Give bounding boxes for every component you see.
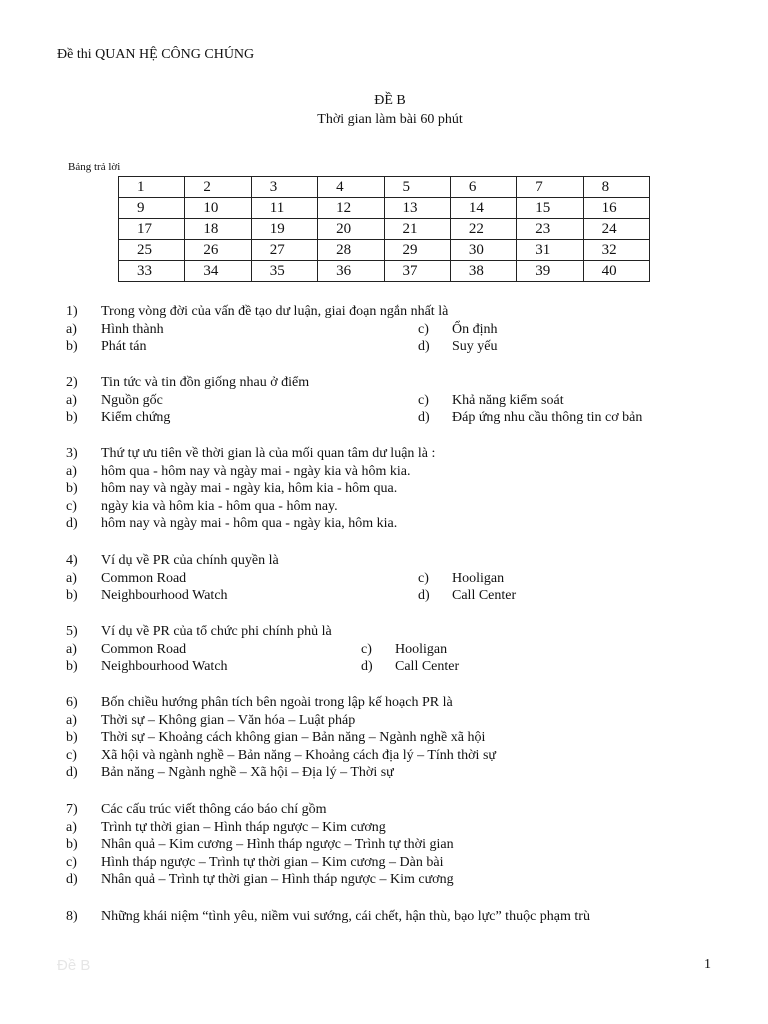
question-number: 5) <box>66 624 78 639</box>
answer-cell: 13 <box>384 198 450 219</box>
answer-cell: 6 <box>450 177 516 198</box>
question-4 <box>66 552 746 605</box>
answer-cell: 18 <box>185 219 251 240</box>
question-number: 3) <box>66 446 78 461</box>
option-letter: b) <box>66 410 78 426</box>
option-letter: d) <box>418 339 430 355</box>
answer-cell: 9 <box>119 198 185 219</box>
answer-sheet-row <box>119 240 650 261</box>
question-number: 4) <box>66 553 78 568</box>
answer-cell: 25 <box>119 240 185 261</box>
option-letter: a) <box>66 712 77 728</box>
option-text: Khả năng kiểm soát <box>452 392 564 408</box>
answer-cell: 28 <box>318 240 384 261</box>
answer-cell: 30 <box>450 240 516 261</box>
option-text: Hình tháp ngược – Trình tự thời gian – Kim cương – Dàn bài <box>101 854 444 870</box>
answer-cell: 15 <box>517 198 583 219</box>
answer-cell: 22 <box>450 219 516 240</box>
option-text: Thời sự – Khoảng cách không gian – Bản năng – Ngành nghề xã hội <box>101 730 486 746</box>
option-letter: d) <box>418 588 430 604</box>
option-letter: c) <box>418 321 429 337</box>
question-text: Trong vòng đời của vấn đề tạo dư luận, giai đoạn ngắn nhất là <box>101 304 449 319</box>
footer-watermark: Đề B <box>57 957 91 974</box>
question-number: 6) <box>66 695 78 710</box>
option-letter: b) <box>66 481 78 497</box>
option-text: Hooligan <box>452 570 505 586</box>
option-text: Kiểm chứng <box>101 410 171 426</box>
question-text: Bốn chiều hướng phân tích bên ngoài trong lập kế hoạch PR là <box>101 695 453 710</box>
answer-sheet-row <box>119 198 650 219</box>
option-text: Hình thành <box>101 321 164 337</box>
option-letter: d) <box>418 410 430 426</box>
answer-cell: 7 <box>517 177 583 198</box>
option-letter: a) <box>66 570 77 586</box>
option-letter: d) <box>66 516 78 532</box>
answer-sheet-table <box>118 176 650 282</box>
answer-cell: 19 <box>251 219 317 240</box>
question-3 <box>66 445 746 533</box>
answer-cell: 8 <box>583 177 649 198</box>
question-text: Ví dụ về PR của tổ chức phi chính phủ là <box>101 624 332 639</box>
answer-sheet-label: Bảng trả lời <box>68 161 121 173</box>
answer-cell: 16 <box>583 198 649 219</box>
option-text: Trình tự thời gian – Hình tháp ngược – Kim cương <box>101 819 386 835</box>
option-letter: d) <box>361 659 373 675</box>
answer-cell: 33 <box>119 261 185 282</box>
option-text: hôm nay và ngày mai - hôm qua - ngày kia, hôm kia. <box>101 516 398 532</box>
answer-cell: 35 <box>251 261 317 282</box>
question-text: Tin tức và tin đồn giống nhau ở điểm <box>101 375 310 390</box>
option-text: Hooligan <box>395 641 448 657</box>
option-letter: d) <box>66 765 78 781</box>
option-text: ngày kia và hôm kia - hôm qua - hôm nay. <box>101 498 338 514</box>
answer-cell: 31 <box>517 240 583 261</box>
option-text: Suy yếu <box>452 339 498 355</box>
question-number: 2) <box>66 375 78 390</box>
answer-cell: 34 <box>185 261 251 282</box>
answer-cell: 24 <box>583 219 649 240</box>
question-text: Thứ tự ưu tiên về thời gian là của mối quan tâm dư luận là : <box>101 446 436 461</box>
answer-cell: 11 <box>251 198 317 219</box>
option-letter: c) <box>66 854 77 870</box>
answer-cell: 4 <box>318 177 384 198</box>
answer-sheet-row <box>119 261 650 282</box>
answer-cell: 1 <box>119 177 185 198</box>
time-limit: Thời gian làm bài 60 phút <box>317 112 463 127</box>
answer-cell: 36 <box>318 261 384 282</box>
option-letter: a) <box>66 463 77 479</box>
question-text: Những khái niệm “tình yêu, niềm vui sướng, cái chết, hận thù, bạo lực” thuộc phạm trù <box>101 909 590 924</box>
answer-cell: 17 <box>119 219 185 240</box>
option-text: hôm qua - hôm nay và ngày mai - ngày kia và hôm kia. <box>101 463 411 479</box>
exam-code: ĐỀ B <box>374 93 406 108</box>
option-text: Bản năng – Ngành nghề – Xã hội – Địa lý – Thời sự <box>101 765 394 781</box>
answer-cell: 14 <box>450 198 516 219</box>
option-letter: b) <box>66 730 78 746</box>
answer-cell: 23 <box>517 219 583 240</box>
option-letter: c) <box>418 570 429 586</box>
answer-cell: 5 <box>384 177 450 198</box>
option-text: Đáp ứng nhu cầu thông tin cơ bản <box>452 410 643 426</box>
option-letter: a) <box>66 321 77 337</box>
answer-cell: 12 <box>318 198 384 219</box>
page-number: 1 <box>704 957 711 972</box>
answer-cell: 21 <box>384 219 450 240</box>
answer-cell: 29 <box>384 240 450 261</box>
option-text: Common Road <box>101 641 187 657</box>
answer-cell: 20 <box>318 219 384 240</box>
option-text: Thời sự – Không gian – Văn hóa – Luật pháp <box>101 712 356 728</box>
option-letter: c) <box>418 392 429 408</box>
answer-cell: 2 <box>185 177 251 198</box>
option-text: Xã hội và ngành nghề – Bản năng – Khoảng cách địa lý – Tính thời sự <box>101 747 496 763</box>
answer-cell: 26 <box>185 240 251 261</box>
option-text: Nguồn gốc <box>101 392 163 408</box>
option-text: Common Road <box>101 570 187 586</box>
answer-sheet-row <box>119 219 650 240</box>
question-number: 1) <box>66 304 78 319</box>
question-8 <box>66 908 746 926</box>
option-text: Call Center <box>395 659 460 675</box>
option-text: Neighbourhood Watch <box>101 659 228 675</box>
option-text: Nhân quả – Kim cương – Hình tháp ngược – Trình tự thời gian <box>101 837 454 853</box>
option-letter: a) <box>66 392 77 408</box>
option-text: Neighbourhood Watch <box>101 588 228 604</box>
option-text: Phát tán <box>101 339 147 355</box>
question-7 <box>66 801 746 889</box>
answer-sheet-row <box>119 177 650 198</box>
answer-cell: 38 <box>450 261 516 282</box>
question-number: 7) <box>66 802 78 817</box>
option-letter: c) <box>66 747 77 763</box>
answer-cell: 10 <box>185 198 251 219</box>
answer-cell: 27 <box>251 240 317 261</box>
question-text: Các cấu trúc viết thông cáo báo chí gồm <box>101 802 327 817</box>
question-5 <box>66 623 746 676</box>
question-6 <box>66 694 746 782</box>
option-text: Nhân quả – Trình tự thời gian – Hình tháp ngược – Kim cương <box>101 872 454 888</box>
option-letter: a) <box>66 641 77 657</box>
answer-cell: 3 <box>251 177 317 198</box>
answer-cell: 40 <box>583 261 649 282</box>
option-text: hôm nay và ngày mai - ngày kia, hôm kia - hôm qua. <box>101 481 398 497</box>
option-text: Ổn định <box>452 321 498 337</box>
document-header: Đề thi QUAN HỆ CÔNG CHÚNG <box>57 47 255 62</box>
option-letter: c) <box>66 498 77 514</box>
option-letter: d) <box>66 872 78 888</box>
answer-cell: 39 <box>517 261 583 282</box>
option-letter: b) <box>66 659 78 675</box>
question-number: 8) <box>66 909 78 924</box>
question-2 <box>66 374 746 427</box>
option-letter: b) <box>66 588 78 604</box>
option-letter: b) <box>66 339 78 355</box>
answer-cell: 32 <box>583 240 649 261</box>
option-letter: a) <box>66 819 77 835</box>
option-text: Call Center <box>452 588 517 604</box>
option-letter: b) <box>66 837 78 853</box>
option-letter: c) <box>361 641 372 657</box>
question-1 <box>66 303 746 356</box>
answer-cell: 37 <box>384 261 450 282</box>
question-text: Ví dụ về PR của chính quyền là <box>101 553 279 568</box>
